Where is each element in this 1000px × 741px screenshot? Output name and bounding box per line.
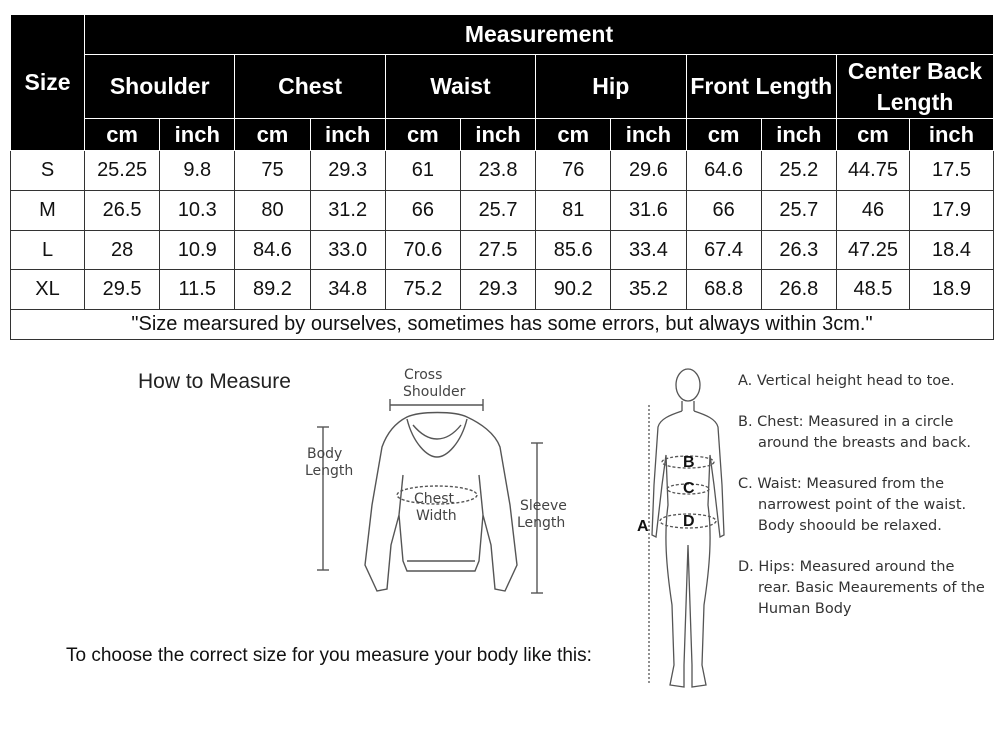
measurement-cell: 84.6 <box>235 230 310 270</box>
measurement-cell: 26.5 <box>85 190 160 230</box>
measurement-cell: 17.5 <box>909 150 993 190</box>
measurement-cell: 25.25 <box>85 150 160 190</box>
body-letter-c: C <box>683 480 695 497</box>
measurement-cell: 33.0 <box>310 230 385 270</box>
column-header-chest: Chest <box>235 54 385 118</box>
measurement-cell: 89.2 <box>235 270 310 310</box>
body-length-label-2: Length <box>305 463 354 479</box>
measurement-cell: 23.8 <box>460 150 535 190</box>
measurement-cell: 29.3 <box>310 150 385 190</box>
cross-shoulder-label-2: Shoulder <box>403 384 466 400</box>
measurement-header: Measurement <box>85 15 994 55</box>
chest-width-label-2: Width <box>416 508 457 524</box>
measurement-cell: 35.2 <box>611 270 686 310</box>
table-row <box>11 230 994 270</box>
measurement-cell: 47.25 <box>836 230 909 270</box>
measurement-cell: 26.3 <box>761 230 836 270</box>
measurement-cell: 66 <box>686 190 761 230</box>
unit-inch-header: inch <box>611 119 686 151</box>
measurement-cell: 31.6 <box>611 190 686 230</box>
measurement-cell: 64.6 <box>686 150 761 190</box>
body-letter-d: D <box>683 513 695 530</box>
legend-item-a: A. Vertical height head to toe. <box>738 373 955 389</box>
unit-inch-header: inch <box>160 119 235 151</box>
size-cell: S <box>11 150 85 190</box>
table-row <box>11 150 994 190</box>
measurement-cell: 33.4 <box>611 230 686 270</box>
size-cell: L <box>11 230 85 270</box>
measurement-cell: 18.9 <box>909 270 993 310</box>
measurement-cell: 25.7 <box>761 190 836 230</box>
unit-inch-header: inch <box>761 119 836 151</box>
measurement-cell: 80 <box>235 190 310 230</box>
how-to-measure-title: How to Measure <box>138 370 291 393</box>
column-header-front-length: Front Length <box>686 54 836 118</box>
measurement-cell: 9.8 <box>160 150 235 190</box>
size-chart-table <box>10 14 994 340</box>
measurement-cell: 28 <box>85 230 160 270</box>
measurement-cell: 29.3 <box>460 270 535 310</box>
body-letter-b: B <box>683 454 695 471</box>
unit-inch-header: inch <box>310 119 385 151</box>
measurement-cell: 67.4 <box>686 230 761 270</box>
measurement-cell: 25.2 <box>761 150 836 190</box>
legend-item-d: D. Hips: Measured around the rear. Basic Meaurements of the Human Body <box>738 559 985 617</box>
body-length-label-1: Body <box>307 446 343 462</box>
unit-cm-header: cm <box>385 119 460 151</box>
unit-inch-header: inch <box>460 119 535 151</box>
unit-cm-header: cm <box>836 119 909 151</box>
body-letter-a: A <box>637 518 649 535</box>
unit-inch-header: inch <box>909 119 993 151</box>
unit-cm-header: cm <box>686 119 761 151</box>
sleeve-length-label-1: Sleeve <box>520 498 567 514</box>
unit-cm-header: cm <box>536 119 611 151</box>
measurement-cell: 75.2 <box>385 270 460 310</box>
measurement-cell: 29.6 <box>611 150 686 190</box>
legend-item-b: B. Chest: Measured in a circle around the breasts and back. <box>738 414 972 451</box>
sleeve-length-label-2: Length <box>517 515 566 531</box>
size-cell: XL <box>11 270 85 310</box>
measurement-note: "Size mearsured by ourselves, sometimes has some errors, but always within 3cm." <box>11 310 994 340</box>
measurement-cell: 81 <box>536 190 611 230</box>
measurement-cell: 18.4 <box>909 230 993 270</box>
measurement-cell: 68.8 <box>686 270 761 310</box>
column-header-waist: Waist <box>385 54 535 118</box>
measurement-cell: 11.5 <box>160 270 235 310</box>
size-cell: M <box>11 190 85 230</box>
measurement-cell: 10.3 <box>160 190 235 230</box>
sweater-diagram <box>295 365 595 605</box>
measurement-cell: 29.5 <box>85 270 160 310</box>
measurement-cell: 44.75 <box>836 150 909 190</box>
table-row <box>11 270 994 310</box>
unit-cm-header: cm <box>85 119 160 151</box>
measurement-cell: 46 <box>836 190 909 230</box>
measurement-cell: 31.2 <box>310 190 385 230</box>
measurement-cell: 10.9 <box>160 230 235 270</box>
unit-cm-header: cm <box>235 119 310 151</box>
column-header-hip: Hip <box>536 54 686 118</box>
chest-width-label-1: Chest <box>414 491 455 507</box>
column-header-center-back-length: Center Back Length <box>836 54 993 118</box>
size-header: Size <box>11 15 85 151</box>
measurement-cell: 26.8 <box>761 270 836 310</box>
measurement-cell: 17.9 <box>909 190 993 230</box>
measurement-legend <box>738 371 988 640</box>
legend-item-c: C. Waist: Measured from the narrowest point of the waist. Body shoould be relaxed. <box>738 476 967 534</box>
measurement-cell: 27.5 <box>460 230 535 270</box>
measurement-cell: 66 <box>385 190 460 230</box>
measurement-cell: 70.6 <box>385 230 460 270</box>
measurement-cell: 76 <box>536 150 611 190</box>
body-figure-diagram <box>630 365 740 705</box>
measurement-cell: 75 <box>235 150 310 190</box>
column-header-shoulder: Shoulder <box>85 54 235 118</box>
measurement-cell: 25.7 <box>460 190 535 230</box>
measurement-cell: 85.6 <box>536 230 611 270</box>
measurement-cell: 90.2 <box>536 270 611 310</box>
measurement-cell: 61 <box>385 150 460 190</box>
measurement-cell: 48.5 <box>836 270 909 310</box>
cross-shoulder-label-1: Cross <box>404 367 443 383</box>
table-row <box>11 190 994 230</box>
instruction-text: To choose the correct size for you measure your body like this: <box>66 645 592 666</box>
measurement-cell: 34.8 <box>310 270 385 310</box>
